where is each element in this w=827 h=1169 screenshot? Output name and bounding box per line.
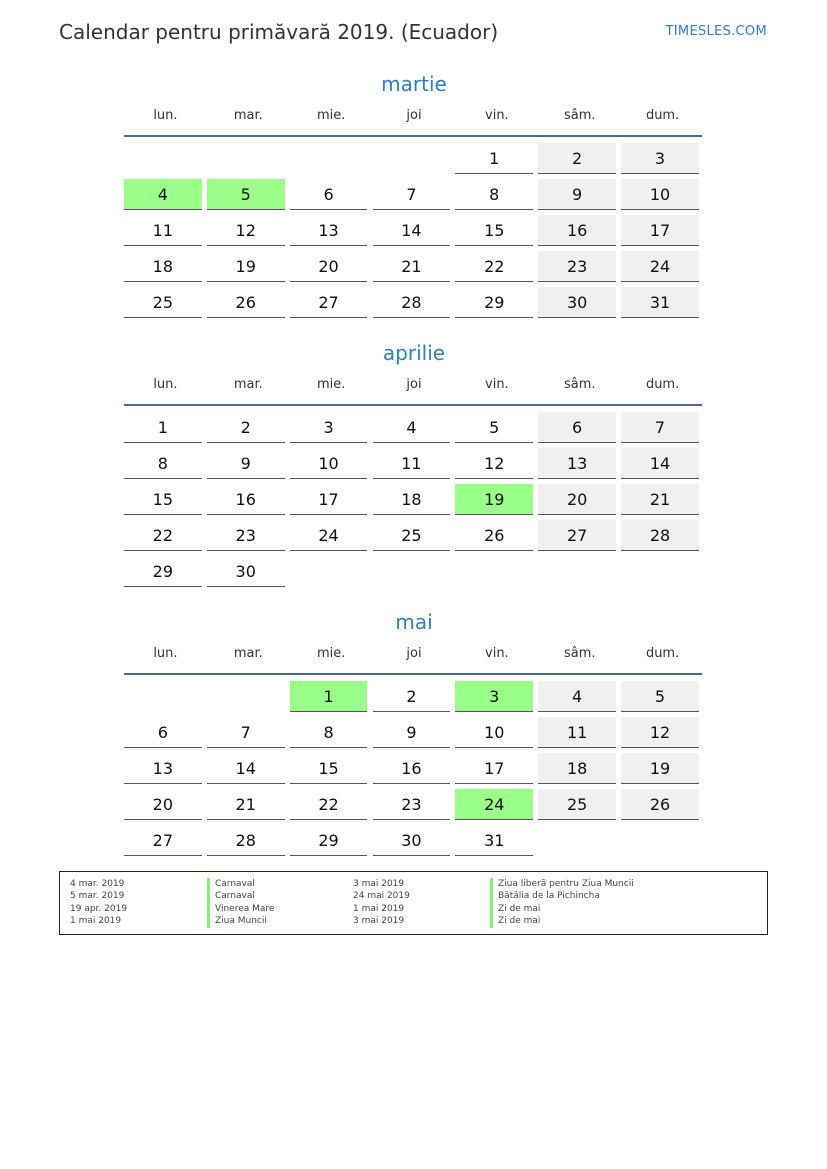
legend-holiday-name: Zi de mai [490,903,636,915]
day-cell: 1 [455,143,533,174]
weekday-label: mie. [316,108,346,123]
day-cell: 18 [373,484,451,515]
week-row [124,519,704,555]
day-cell: 30 [373,825,451,856]
month-aprilie [124,339,704,591]
day-cell: 21 [621,484,699,515]
weekday-label: sâm. [563,646,596,661]
day-cell: 20 [538,484,616,515]
legend-holiday-name: Carnaval [207,878,353,890]
day-cell: 2 [538,143,616,174]
legend-date: 1 mai 2019 [353,903,405,914]
day-cell: 31 [455,825,533,856]
day-cell: 1 [124,412,202,443]
day-cell: 13 [538,448,616,479]
weekday-label: vin. [485,377,509,392]
day-cell: 16 [373,753,451,784]
day-cell: 17 [621,215,699,246]
legend-date: 24 mai 2019 [353,891,410,902]
day-cell: 28 [621,520,699,551]
legend-date: 3 mai 2019 [353,916,405,927]
day-cell: 12 [455,448,533,479]
day-cell: 16 [538,215,616,246]
month-name: aprilie [382,341,446,365]
legend-holiday-name: Zi de mai [490,915,636,927]
empty-day-cell [207,143,285,174]
day-cell: 21 [373,251,451,282]
weekday-label: dum. [645,108,680,123]
empty-day-cell [538,825,616,856]
weekday-label: joi [406,108,422,123]
empty-day-cell [373,143,451,174]
week-row [124,824,704,860]
weekday-label: sâm. [563,377,596,392]
day-cell: 29 [290,825,368,856]
empty-day-cell [621,556,699,587]
day-cell: 28 [373,287,451,318]
day-cell: 28 [207,825,285,856]
weekday-label: lun. [153,108,178,123]
day-cell: 9 [207,448,285,479]
day-cell: 24 [621,251,699,282]
day-cell: 15 [290,753,368,784]
day-cell: 13 [124,753,202,784]
holiday-day-cell: 4 [124,179,202,210]
day-cell: 10 [455,717,533,748]
weekday-label: dum. [645,646,680,661]
day-cell: 23 [207,520,285,551]
empty-day-cell [621,825,699,856]
week-row [124,483,704,519]
holiday-day-cell: 1 [290,681,368,712]
day-cell: 14 [621,448,699,479]
day-cell: 29 [455,287,533,318]
day-cell: 8 [455,179,533,210]
week-row [124,250,704,286]
legend-row [70,903,757,915]
site-link[interactable]: TIMESLES.COM [665,24,767,39]
legend-row [70,915,757,927]
day-cell: 30 [207,556,285,587]
day-cell: 7 [207,717,285,748]
day-cell: 11 [124,215,202,246]
day-cell: 16 [207,484,285,515]
day-cell: 2 [207,412,285,443]
day-cell: 3 [290,412,368,443]
month-martie [124,70,704,322]
legend-holiday-name: Bătălia de la Pichincha [490,890,636,902]
day-cell: 10 [621,179,699,210]
day-cell: 21 [207,789,285,820]
week-row [124,716,704,752]
legend-holiday-name: Vinerea Mare [207,903,353,915]
day-cell: 27 [124,825,202,856]
day-cell: 6 [290,179,368,210]
header-divider [124,673,702,675]
day-cell: 22 [290,789,368,820]
empty-day-cell [207,681,285,712]
holiday-day-cell: 5 [207,179,285,210]
weekday-label: dum. [645,377,680,392]
empty-day-cell [124,143,202,174]
weekday-label: joi [406,646,422,661]
legend-date: 3 mai 2019 [353,879,405,889]
month-name: mai [395,610,433,634]
day-cell: 7 [621,412,699,443]
day-cell: 14 [373,215,451,246]
weekday-header [124,375,704,395]
header-divider [124,404,702,406]
day-cell: 26 [207,287,285,318]
day-cell: 25 [373,520,451,551]
day-cell: 25 [124,287,202,318]
weekday-label: vin. [485,646,509,661]
week-row [124,447,704,483]
page-title: Calendar pentru primăvară 2019. (Ecuador) [59,20,499,44]
day-cell: 4 [373,412,451,443]
day-cell: 18 [538,753,616,784]
day-grid [124,142,704,322]
empty-day-cell [290,556,368,587]
holiday-legend [59,871,768,935]
day-cell: 10 [290,448,368,479]
empty-day-cell [373,556,451,587]
day-cell: 12 [621,717,699,748]
day-cell: 17 [290,484,368,515]
weekday-label: vin. [485,108,509,123]
weekday-label: joi [406,377,422,392]
legend-holiday-name: Ziua liberă pentru Ziua Muncii [490,878,636,890]
legend-date: 19 apr. 2019 [70,903,128,914]
week-row [124,555,704,591]
weekday-label: mar. [233,646,263,661]
week-row [124,680,704,716]
day-cell: 3 [621,143,699,174]
day-cell: 8 [290,717,368,748]
day-cell: 27 [290,287,368,318]
weekday-label: mie. [316,646,346,661]
holiday-day-cell: 19 [455,484,533,515]
day-cell: 6 [124,717,202,748]
day-cell: 26 [621,789,699,820]
day-cell: 12 [207,215,285,246]
month-mai [124,608,704,860]
day-cell: 31 [621,287,699,318]
holiday-day-cell: 24 [455,789,533,820]
legend-date: 4 mar. 2019 [70,879,125,889]
weekday-header [124,644,704,664]
day-cell: 22 [455,251,533,282]
empty-day-cell [290,143,368,174]
day-cell: 7 [373,179,451,210]
legend-holiday-name: Carnaval [207,890,353,902]
weekday-label: lun. [153,377,178,392]
day-cell: 8 [124,448,202,479]
day-cell: 29 [124,556,202,587]
day-cell: 5 [621,681,699,712]
weekday-label: mar. [233,108,263,123]
day-cell: 20 [124,789,202,820]
day-cell: 19 [207,251,285,282]
day-cell: 15 [455,215,533,246]
day-cell: 20 [290,251,368,282]
week-row [124,411,704,447]
week-row [124,788,704,824]
day-grid [124,411,704,591]
weekday-label: mie. [316,377,346,392]
day-cell: 9 [538,179,616,210]
week-row [124,286,704,322]
legend-row [70,890,757,902]
day-cell: 17 [455,753,533,784]
weekday-header [124,106,704,126]
day-cell: 26 [455,520,533,551]
weekday-label: sâm. [563,108,596,123]
legend-holiday-name: Ziua Muncii [207,915,353,927]
day-cell: 24 [290,520,368,551]
week-row [124,178,704,214]
day-cell: 9 [373,717,451,748]
weekday-label: lun. [153,646,178,661]
day-cell: 23 [538,251,616,282]
day-cell: 4 [538,681,616,712]
holiday-day-cell: 3 [455,681,533,712]
day-cell: 18 [124,251,202,282]
header-divider [124,135,702,137]
month-name: martie [381,72,447,96]
week-row [124,142,704,178]
day-cell: 11 [538,717,616,748]
week-row [124,214,704,250]
empty-day-cell [124,681,202,712]
weekday-label: mar. [233,377,263,392]
day-cell: 19 [621,753,699,784]
day-cell: 2 [373,681,451,712]
legend-row [70,878,757,890]
day-cell: 27 [538,520,616,551]
day-cell: 14 [207,753,285,784]
empty-day-cell [538,556,616,587]
legend-date: 5 mar. 2019 [70,891,125,902]
day-cell: 22 [124,520,202,551]
day-cell: 6 [538,412,616,443]
day-cell: 11 [373,448,451,479]
day-cell: 23 [373,789,451,820]
week-row [124,752,704,788]
day-grid [124,680,704,860]
legend-date: 1 mai 2019 [70,916,122,927]
day-cell: 13 [290,215,368,246]
day-cell: 15 [124,484,202,515]
day-cell: 5 [455,412,533,443]
day-cell: 30 [538,287,616,318]
empty-day-cell [455,556,533,587]
day-cell: 25 [538,789,616,820]
